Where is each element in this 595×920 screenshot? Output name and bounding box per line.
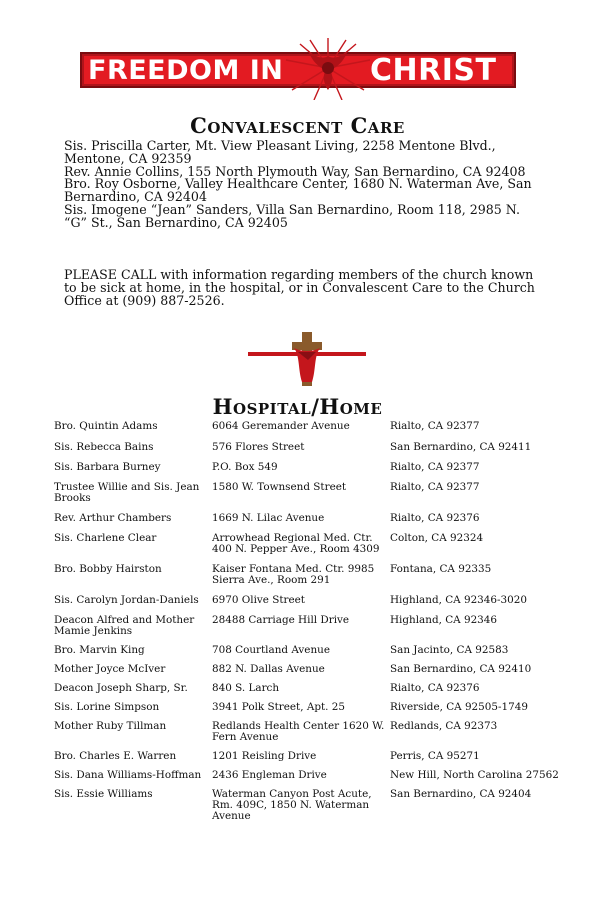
member-name-cell: Deacon Joseph Sharp, Sr. [54,682,188,694]
member-name-cell: Bro. Bobby Hairston [54,563,162,575]
city-cell: Riverside, CA 92505-1749 [390,701,528,713]
church-logo-banner [78,38,518,98]
table-row [54,421,564,442]
hospital-home-table [54,421,564,830]
city-cell: Highland, CA 92346-3020 [390,594,527,606]
member-name-cell: Mother Ruby Tillman [54,720,167,732]
member-name-cell: Bro. Quintin Adams [54,420,158,432]
convalescent-entry: Rev. Annie Collins, 155 North Plymouth Way, San Bernardino, CA 92408 [64,163,526,179]
address-cell: 28488 Carriage Hill Drive [212,614,350,626]
table-row [54,770,564,789]
city-cell: Redlands, CA 92373 [390,720,498,732]
address-cell: 1201 Reisling Drive [212,750,317,762]
address-cell: 882 N. Dallas Avenue [212,663,325,675]
city-cell: Rialto, CA 92377 [390,481,480,493]
table-row [54,533,564,564]
address-cell: 576 Flores Street [212,441,305,453]
city-cell: Highland, CA 92346 [390,614,498,626]
city-cell: Rialto, CA 92376 [390,512,480,524]
table-row [54,789,564,830]
convalescent-care-heading: Convalescent Care [190,113,405,138]
city-cell: San Bernardino, CA 92410 [390,663,532,675]
member-name-cell: Bro. Marvin King [54,644,145,656]
convalescent-entry: Sis. Imogene “Jean” Sanders, Villa San Bernardino, Room 118, 2985 N. “G” St., San Bernardino, CA 92405 [64,201,521,230]
address-cell: 3941 Polk Street, Apt. 25 [212,701,345,713]
address-cell: 840 S. Larch [212,682,280,694]
please-call-note: PLEASE CALL with information regarding members of the church known to be sick at home, in the hospital, or in Convalescent Care to the Church Office at (909) 887-2526. [64,267,535,308]
member-name-cell: Sis. Lorine Simpson [54,701,160,713]
hospital-home-heading: Hospital/Home [212,394,383,419]
convalescent-list [64,140,544,230]
address-cell: 2436 Engleman Drive [212,769,327,781]
table-row [54,645,564,664]
member-name-cell: Trustee Willie and Sis. Jean Brooks [54,481,200,504]
city-cell: San Jacinto, CA 92583 [390,644,509,656]
table-row [54,664,564,683]
dove-icon [278,38,378,100]
table-row [54,442,564,462]
city-cell: Rialto, CA 92377 [390,420,480,432]
address-cell: 1580 W. Townsend Street [212,481,347,493]
city-cell: San Bernardino, CA 92411 [390,441,532,453]
table-row [54,595,564,615]
city-cell: Fontana, CA 92335 [390,563,492,575]
city-cell: Perris, CA 95271 [390,750,480,762]
banner-left-text: FREEDOM IN [88,55,284,86]
banner-right-text: CHRIST [370,53,497,88]
address-cell: Arrowhead Regional Med. Ctr. 400 N. Pepper Ave., Room 4309 [212,532,380,555]
cross-icon [248,330,366,388]
address-cell: 6970 Olive Street [212,594,305,606]
member-name-cell: Deacon Alfred and Mother Mamie Jenkins [54,614,195,637]
address-cell: Waterman Canyon Post Acute, Rm. 409C, 1850 N. Waterman Avenue [212,788,372,822]
table-row [54,615,564,645]
city-cell: San Bernardino, CA 92404 [390,788,532,800]
convalescent-entry: Sis. Priscilla Carter, Mt. View Pleasant Living, 2258 Mentone Blvd., Mentone, CA 92359 [64,138,496,166]
convalescent-entry: Bro. Roy Osborne, Valley Healthcare Center, 1680 N. Waterman Ave, San Bernardino, CA 92404 [64,176,532,205]
member-name-cell: Bro. Charles E. Warren [54,750,177,762]
address-cell: P.O. Box 549 [212,461,278,473]
city-cell: Colton, CA 92324 [390,532,484,544]
member-name-cell: Rev. Arthur Chambers [54,512,172,524]
address-cell: Kaiser Fontana Med. Ctr. 9985 Sierra Ave., Room 291 [212,563,375,586]
member-name-cell: Sis. Charlene Clear [54,532,157,544]
address-cell: 1669 N. Lilac Avenue [212,512,325,524]
member-name-cell: Sis. Essie Williams [54,788,153,800]
table-row [54,513,564,533]
member-name-cell: Sis. Carolyn Jordan-Daniels [54,594,199,606]
table-row [54,482,564,513]
city-cell: Rialto, CA 92377 [390,461,480,473]
table-row [54,683,564,702]
member-name-cell: Sis. Rebecca Bains [54,441,154,453]
address-cell: Redlands Health Center 1620 W. Fern Avenue [212,720,385,743]
address-cell: 6064 Geremander Avenue [212,420,350,432]
member-name-cell: Mother Joyce McIver [54,663,166,675]
city-cell: New Hill, North Carolina 27562 [390,769,559,781]
city-cell: Rialto, CA 92376 [390,682,480,694]
table-row [54,462,564,482]
table-row [54,564,564,595]
table-row [54,751,564,770]
member-name-cell: Sis. Barbara Burney [54,461,161,473]
address-cell: 708 Courtland Avenue [212,644,330,656]
table-row [54,721,564,751]
table-row [54,702,564,721]
member-name-cell: Sis. Dana Williams-Hoffman [54,769,202,781]
